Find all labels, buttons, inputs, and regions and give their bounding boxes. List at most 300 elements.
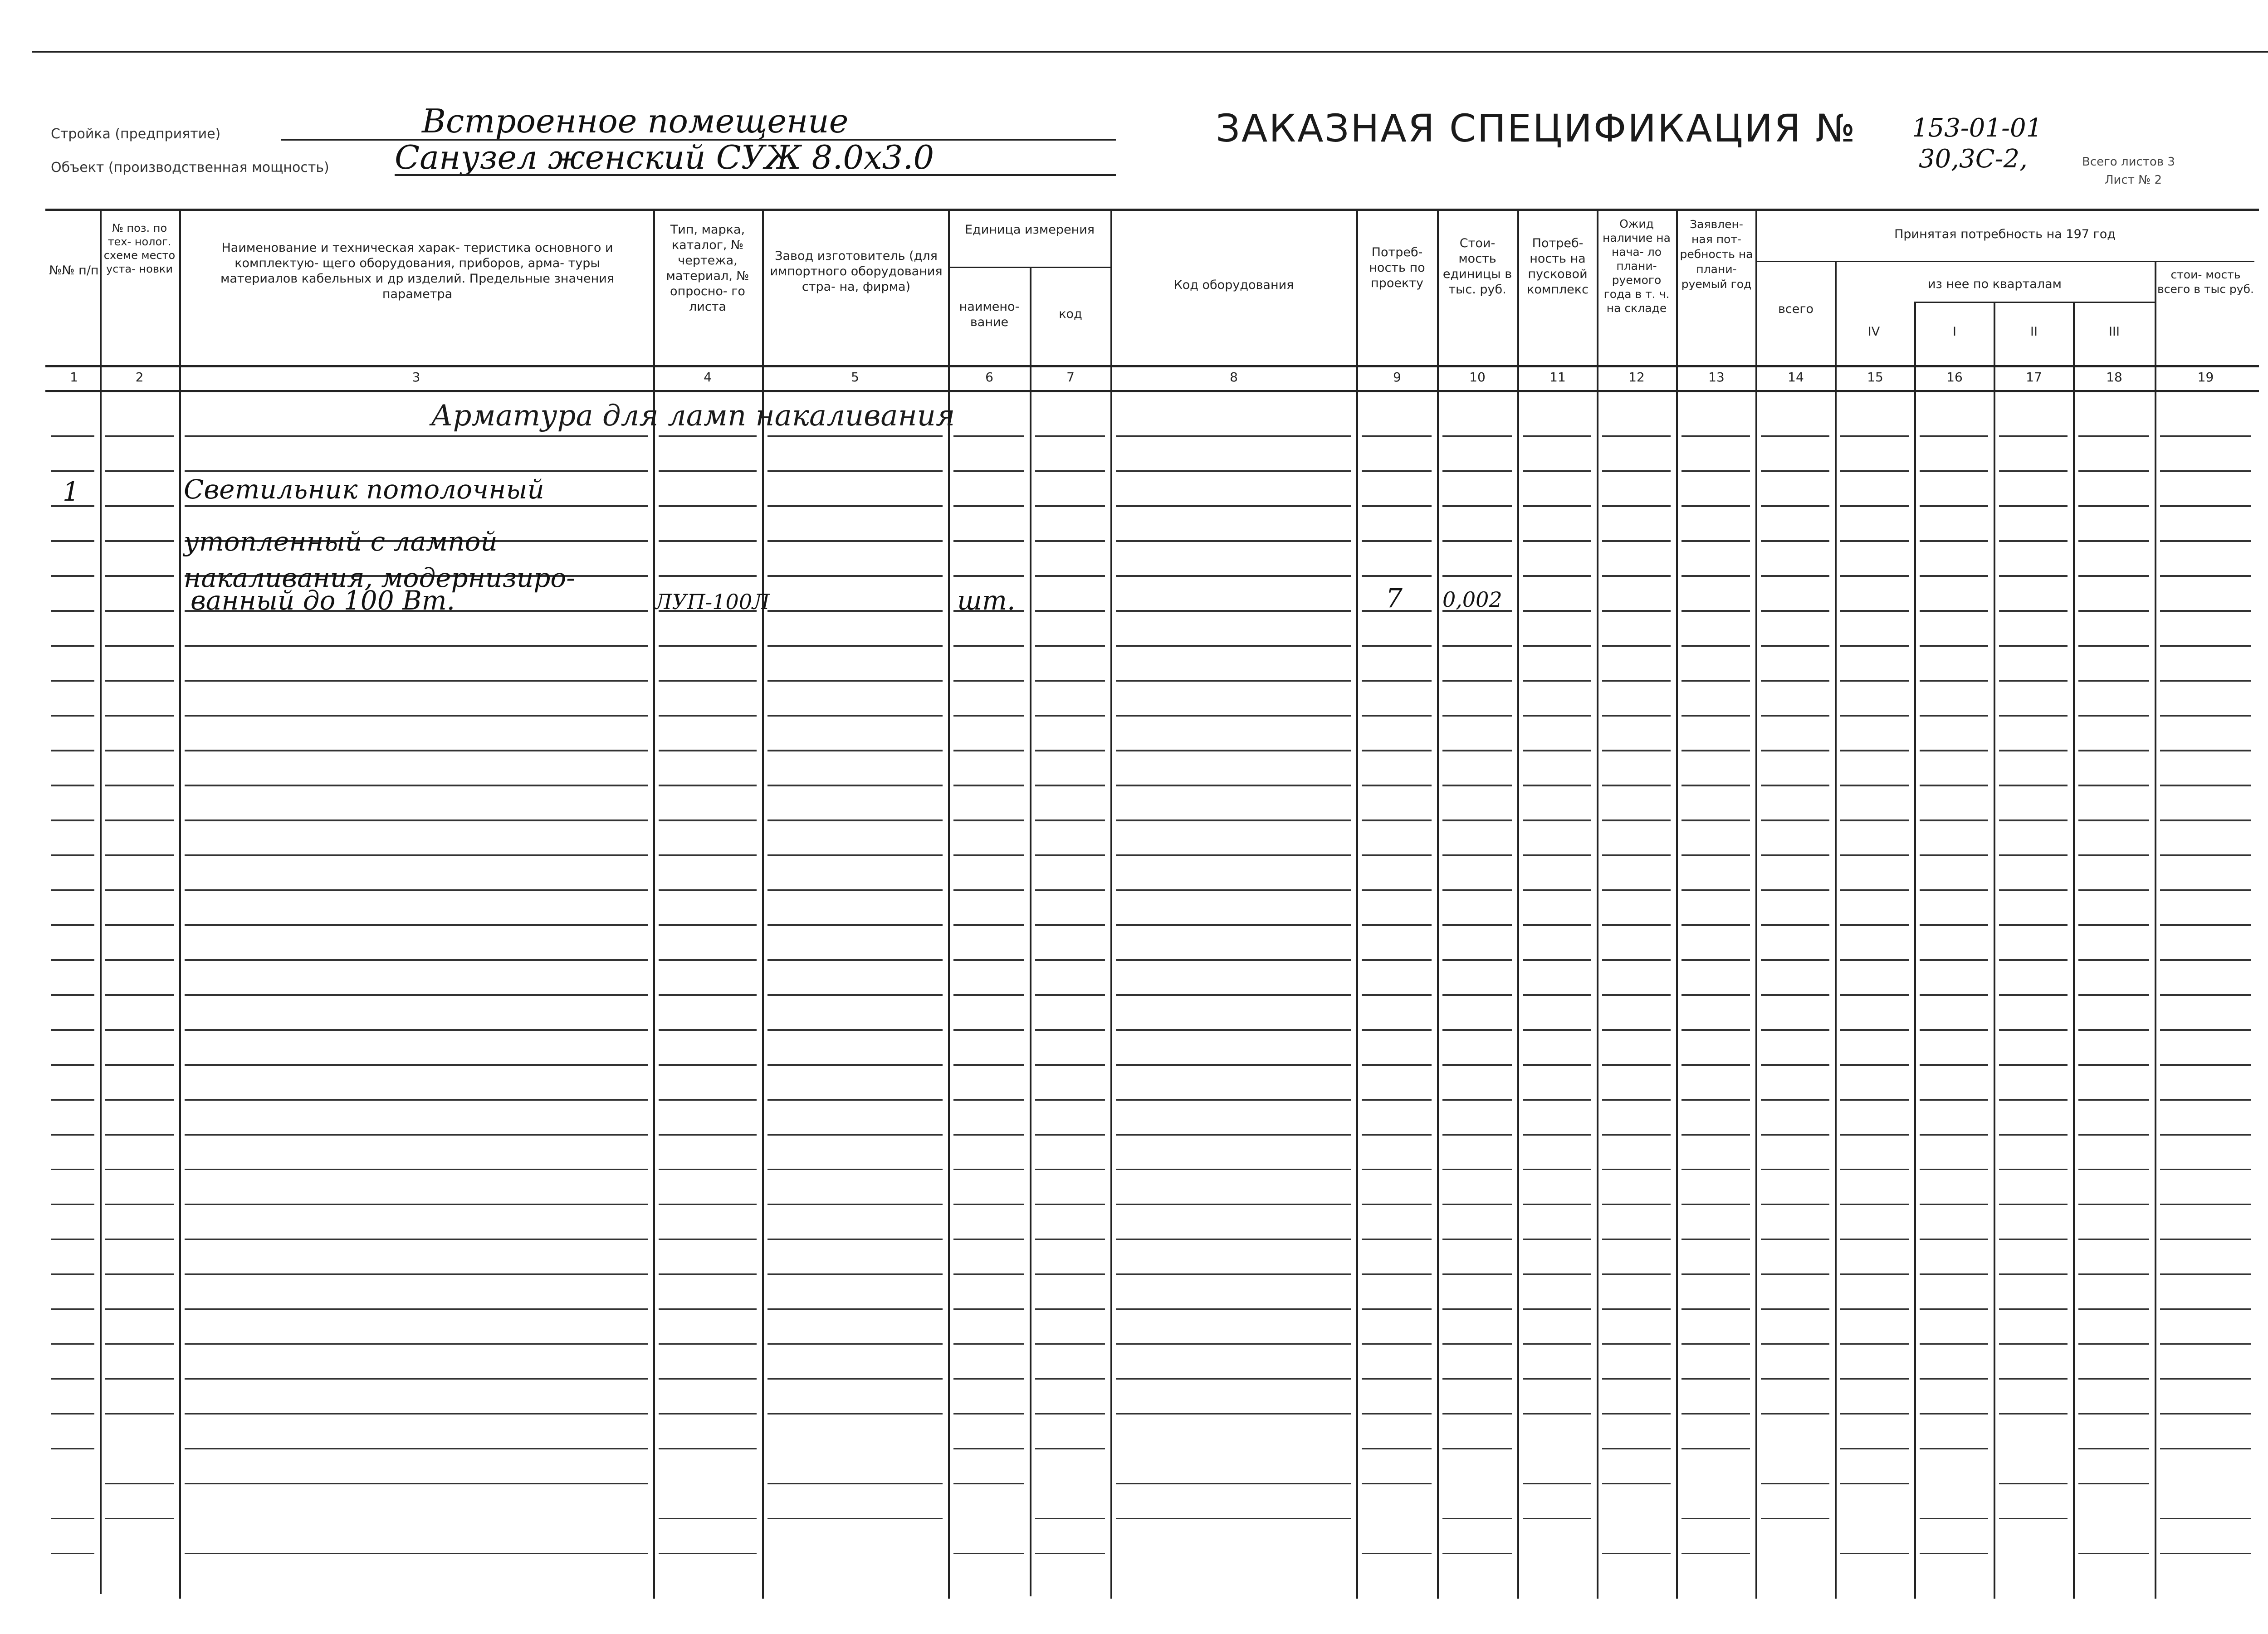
table-row-line	[1602, 540, 1671, 542]
table-row-line	[1999, 1518, 2068, 1519]
table-row-line	[1442, 680, 1512, 682]
table-row-line	[2078, 1448, 2149, 1449]
table-row-line	[1840, 540, 1909, 542]
table-row-line	[1442, 1169, 1512, 1170]
table-row-line	[2160, 1378, 2251, 1380]
table-row-line	[1761, 435, 1829, 437]
table-row-line	[767, 575, 943, 577]
col-number-13: 13	[1708, 370, 1725, 385]
col-8-header: Код оборудования	[1173, 278, 1294, 292]
table-row-line	[1681, 1099, 1750, 1101]
table-row-line	[185, 1204, 648, 1205]
table-row-line	[1362, 540, 1432, 542]
table-row-line	[1116, 680, 1351, 682]
table-row-line	[767, 994, 943, 996]
table-row-line	[51, 1343, 94, 1345]
table-row-line	[1523, 575, 1591, 577]
table-row-line	[2160, 1239, 2251, 1240]
table-row-line	[1920, 645, 1988, 647]
table-row-line	[2078, 1378, 2149, 1380]
table-row-line	[767, 924, 943, 926]
table-row-line	[51, 1169, 94, 1170]
table-row-line	[1602, 680, 1671, 682]
table-row-line	[1362, 1413, 1432, 1415]
table-row-line	[767, 1518, 943, 1519]
table-row-line	[1761, 994, 1829, 996]
table-row-line	[767, 1378, 943, 1380]
table-row-line	[1442, 750, 1512, 751]
table-row-line	[1362, 435, 1432, 437]
table-row-line	[659, 1134, 757, 1136]
table-row-line	[659, 889, 757, 891]
table-row-line	[1116, 645, 1351, 647]
table-row-line	[185, 994, 648, 996]
table-row-line	[1442, 1448, 1512, 1449]
table-row-line	[1681, 1204, 1750, 1205]
table-row-line	[51, 1239, 94, 1240]
table-row-line	[51, 1518, 94, 1519]
table-row-line	[1035, 1064, 1105, 1066]
table-row-line	[2078, 785, 2149, 786]
table-row-line	[51, 819, 94, 821]
table-row-line	[1116, 1378, 1351, 1380]
table-row-line	[2078, 470, 2149, 472]
table-row-line	[105, 505, 174, 507]
table-row-line	[1442, 785, 1512, 786]
table-row-line	[1999, 1134, 2068, 1136]
table-row-line	[185, 1169, 648, 1170]
table-row-line	[1999, 1483, 2068, 1484]
table-row-line	[1602, 505, 1671, 507]
col-number-9: 9	[1393, 370, 1401, 385]
table-row-line	[1920, 889, 1988, 891]
table-row-line	[953, 540, 1024, 542]
table-row-line	[2078, 1169, 2149, 1170]
table-row-line	[1523, 1413, 1591, 1415]
table-row-line	[1761, 1239, 1829, 1240]
table-row-line	[1362, 1239, 1432, 1240]
table-row-line	[659, 1378, 757, 1380]
table-row-line	[1602, 645, 1671, 647]
table-row-line	[185, 1134, 648, 1136]
page-top-border	[32, 51, 2268, 53]
table-row-line	[2078, 1483, 2149, 1484]
item-qty: 7	[1386, 583, 1403, 614]
col-line-2	[179, 211, 181, 1599]
table-row-line	[51, 1064, 94, 1066]
table-row-line	[1442, 924, 1512, 926]
table-row-line	[1523, 1134, 1591, 1136]
accepted-group-header: Принятая потребность на 197 год	[1894, 227, 2116, 241]
table-row-line	[1035, 994, 1105, 996]
table-row-line	[1523, 994, 1591, 996]
table-row-line	[2160, 1273, 2251, 1275]
table-row-line	[1362, 1483, 1432, 1484]
table-row-line	[1602, 819, 1671, 821]
table-row-line	[1920, 1204, 1988, 1205]
table-row-line	[1999, 435, 2068, 437]
table-row-line	[1442, 1518, 1512, 1519]
table-row-line	[2160, 1553, 2251, 1554]
sheets-total: Всего листов 3	[2082, 155, 2175, 169]
table-row-line	[1035, 1308, 1105, 1310]
table-row-line	[1523, 750, 1591, 751]
table-row-line	[1920, 680, 1988, 682]
item-type: ЛУП-100Л	[655, 590, 770, 614]
table-row-line	[185, 715, 648, 717]
table-row-line	[1442, 1204, 1512, 1205]
item-name-line-4: ванный до 100 Вт.	[191, 585, 455, 616]
prestart-label: Стройка (предприятие)	[51, 126, 221, 142]
table-row-line	[1602, 1029, 1671, 1031]
table-row-line	[1035, 540, 1105, 542]
table-row-line	[2160, 854, 2251, 856]
table-row-line	[1362, 854, 1432, 856]
table-row-line	[1523, 715, 1591, 717]
table-row-line	[105, 854, 174, 856]
item-name-line-1: Светильник потолочный	[184, 474, 544, 505]
table-row-line	[1362, 750, 1432, 751]
table-row-line	[1362, 1064, 1432, 1066]
table-row-line	[659, 575, 757, 577]
table-row-line	[2078, 1099, 2149, 1101]
table-row-line	[1116, 819, 1351, 821]
table-row-line	[2078, 1413, 2149, 1415]
table-row-line	[953, 1169, 1024, 1170]
table-row-line	[185, 1448, 648, 1449]
col-line-6	[1030, 268, 1031, 1596]
table-row-line	[1840, 575, 1909, 577]
table-row-line	[1442, 889, 1512, 891]
table-row-line	[2160, 889, 2251, 891]
table-row-line	[51, 610, 94, 612]
table-row-line	[659, 1413, 757, 1415]
table-row-line	[105, 1273, 174, 1275]
table-row-line	[185, 505, 648, 507]
table-row-line	[1362, 1343, 1432, 1345]
table-row-line	[1362, 1308, 1432, 1310]
table-row-line	[1681, 1553, 1750, 1554]
table-row-line	[1681, 819, 1750, 821]
table-row-line	[1523, 1099, 1591, 1101]
table-row-line	[767, 959, 943, 961]
table-row-line	[1523, 435, 1591, 437]
table-row-line	[51, 680, 94, 682]
accepted-group-line	[1755, 261, 2254, 262]
table-row-line	[659, 1518, 757, 1519]
table-row-line	[1362, 680, 1432, 682]
table-row-line	[1602, 889, 1671, 891]
table-row-line	[185, 889, 648, 891]
table-row-line	[1999, 1413, 2068, 1415]
table-row-line	[2078, 505, 2149, 507]
table-row-line	[659, 1099, 757, 1101]
table-row-line	[1362, 959, 1432, 961]
col-number-3: 3	[412, 370, 420, 385]
table-row-line	[1761, 575, 1829, 577]
table-row-line	[51, 1134, 94, 1136]
table-row-line	[1116, 1343, 1351, 1345]
table-row-line	[1602, 1483, 1671, 1484]
table-row-line	[1602, 1413, 1671, 1415]
table-row-line	[1840, 1029, 1909, 1031]
table-row-line	[2078, 1204, 2149, 1205]
table-row-line	[1442, 1553, 1512, 1554]
numbers-bottom-line	[45, 390, 2259, 392]
table-row-line	[659, 1239, 757, 1240]
table-row-line	[1035, 1413, 1105, 1415]
table-row-line	[1840, 750, 1909, 751]
table-row-line	[1999, 1378, 2068, 1380]
table-row-line	[1602, 1378, 1671, 1380]
table-row-line	[1442, 540, 1512, 542]
col-number-15: 15	[1867, 370, 1883, 385]
table-row-line	[185, 680, 648, 682]
col-16-header: II	[2030, 325, 2038, 339]
table-row-line	[1035, 1239, 1105, 1240]
table-row-line	[1840, 819, 1909, 821]
table-row-line	[1681, 715, 1750, 717]
table-row-line	[1442, 575, 1512, 577]
table-row-line	[1999, 505, 2068, 507]
table-row-line	[1920, 1099, 1988, 1101]
table-row-line	[51, 1204, 94, 1205]
table-row-line	[1442, 1064, 1512, 1066]
spec-number-line1: 153-01-01	[1912, 113, 2043, 143]
table-row-line	[1442, 959, 1512, 961]
table-row-line	[1681, 435, 1750, 437]
table-row-line	[1920, 505, 1988, 507]
item-name-line-3: накаливания, модернизиро-	[184, 562, 575, 593]
table-row-line	[1681, 1273, 1750, 1275]
table-row-line	[1761, 959, 1829, 961]
table-row-line	[1681, 1134, 1750, 1136]
table-row-line	[2160, 785, 2251, 786]
col-19-header: стои- мость всего в тыс руб.	[2157, 268, 2254, 296]
table-row-line	[1840, 435, 1909, 437]
table-row-line	[1602, 1134, 1671, 1136]
table-row-line	[1602, 1099, 1671, 1101]
table-row-line	[105, 1413, 174, 1415]
table-row-line	[953, 1204, 1024, 1205]
table-row-line	[659, 854, 757, 856]
table-row-line	[1920, 435, 1988, 437]
table-row-line	[1761, 1378, 1829, 1380]
table-row-line	[659, 435, 757, 437]
table-row-line	[1999, 994, 2068, 996]
table-row-line	[2160, 1099, 2251, 1101]
table-row-line	[1840, 1343, 1909, 1345]
table-row-line	[1761, 1099, 1829, 1101]
table-row-line	[1681, 889, 1750, 891]
table-row-line	[51, 470, 94, 472]
table-row-line	[767, 610, 943, 612]
table-row-line	[1920, 819, 1988, 821]
table-row-line	[659, 1064, 757, 1066]
col-7-header: код	[1059, 307, 1082, 321]
table-row-line	[1442, 994, 1512, 996]
table-row-line	[1681, 1169, 1750, 1170]
table-row-line	[1920, 1343, 1988, 1345]
col-number-7: 7	[1066, 370, 1075, 385]
table-row-line	[659, 1343, 757, 1345]
col-line-1	[100, 211, 102, 1594]
table-row-line	[767, 680, 943, 682]
table-row-line	[767, 819, 943, 821]
table-row-line	[1999, 470, 2068, 472]
table-row-line	[2160, 505, 2251, 507]
table-row-line	[1116, 715, 1351, 717]
table-row-line	[51, 1029, 94, 1031]
col-line-11	[1597, 211, 1598, 1599]
table-row-line	[1442, 715, 1512, 717]
table-row-line	[2160, 1169, 2251, 1170]
table-row-line	[2160, 819, 2251, 821]
table-row-line	[1602, 1239, 1671, 1240]
table-row-line	[953, 1413, 1024, 1415]
table-row-line	[1761, 1204, 1829, 1205]
table-row-line	[1362, 1169, 1432, 1170]
table-row-line	[185, 924, 648, 926]
table-row-line	[1681, 854, 1750, 856]
table-row-line	[1999, 1169, 2068, 1170]
col-17-header: III	[2109, 325, 2120, 339]
table-row-line	[2160, 924, 2251, 926]
table-row-line	[1681, 750, 1750, 751]
table-row-line	[1999, 645, 2068, 647]
quarter-group-header: из нее по кварталам	[1927, 277, 2062, 291]
table-row-line	[1523, 1378, 1591, 1380]
table-row-line	[1681, 1064, 1750, 1066]
table-row-line	[1116, 610, 1351, 612]
table-row-line	[953, 959, 1024, 961]
table-row-line	[2078, 854, 2149, 856]
table-row-line	[1999, 1239, 2068, 1240]
table-row-line	[1442, 1099, 1512, 1101]
document-title: ЗАКАЗНАЯ СПЕЦИФИКАЦИЯ №	[1216, 106, 1857, 151]
table-row-line	[1602, 1448, 1671, 1449]
col-15-header: I	[1953, 325, 1956, 339]
table-row-line	[1523, 819, 1591, 821]
table-row-line	[1999, 889, 2068, 891]
table-row-line	[185, 854, 648, 856]
table-row-line	[185, 1239, 648, 1240]
table-row-line	[1999, 750, 2068, 751]
table-row-line	[1681, 1029, 1750, 1031]
table-row-line	[1442, 435, 1512, 437]
table-row-line	[105, 680, 174, 682]
table-row-line	[1116, 924, 1351, 926]
table-row-line	[1035, 1029, 1105, 1031]
table-row-line	[1761, 645, 1829, 647]
table-row-line	[1362, 819, 1432, 821]
table-row-line	[2160, 1448, 2251, 1449]
table-row-line	[1523, 1064, 1591, 1066]
table-row-line	[1840, 924, 1909, 926]
table-row-line	[2078, 540, 2149, 542]
table-row-line	[1920, 1448, 1988, 1449]
table-row-line	[185, 1308, 648, 1310]
table-row-line	[1523, 1343, 1591, 1345]
table-row-line	[659, 1308, 757, 1310]
col-line-9	[1437, 211, 1439, 1599]
table-row-line	[2160, 1064, 2251, 1066]
table-row-line	[2078, 1273, 2149, 1275]
table-row-line	[1523, 645, 1591, 647]
table-row-line	[1840, 1448, 1909, 1449]
table-row-line	[105, 645, 174, 647]
table-row-line	[1920, 1553, 1988, 1554]
table-row-line	[1362, 645, 1432, 647]
col-number-17: 17	[2026, 370, 2042, 385]
table-row-line	[105, 785, 174, 786]
table-row-line	[2160, 610, 2251, 612]
table-row-line	[1602, 470, 1671, 472]
table-row-line	[1035, 1204, 1105, 1205]
table-row-line	[1999, 959, 2068, 961]
table-row-line	[185, 1413, 648, 1415]
table-row-line	[1442, 1343, 1512, 1345]
table-row-line	[767, 470, 943, 472]
table-row-line	[1523, 540, 1591, 542]
table-row-line	[1761, 1273, 1829, 1275]
table-row-line	[1840, 785, 1909, 786]
table-row-line	[1999, 785, 2068, 786]
col-number-2: 2	[135, 370, 144, 385]
table-row-line	[1116, 540, 1351, 542]
table-row-line	[1116, 1204, 1351, 1205]
table-row-line	[1920, 1169, 1988, 1170]
table-row-line	[105, 1343, 174, 1345]
table-row-line	[2078, 889, 2149, 891]
table-row-line	[1681, 924, 1750, 926]
table-row-line	[105, 610, 174, 612]
table-row-line	[1116, 1413, 1351, 1415]
table-row-line	[105, 1099, 174, 1101]
table-row-line	[1761, 1413, 1829, 1415]
table-row-line	[767, 715, 943, 717]
table-row-line	[1362, 1378, 1432, 1380]
table-row-line	[659, 1029, 757, 1031]
table-row-line	[767, 540, 943, 542]
table-row-line	[1999, 1273, 2068, 1275]
table-row-line	[1840, 1169, 1909, 1170]
table-row-line	[2078, 435, 2149, 437]
table-row-line	[105, 470, 174, 472]
table-row-line	[51, 994, 94, 996]
table-row-line	[51, 889, 94, 891]
table-row-line	[1840, 854, 1909, 856]
table-row-line	[1035, 610, 1105, 612]
col-number-14: 14	[1788, 370, 1804, 385]
table-row-line	[1761, 610, 1829, 612]
table-row-line	[1920, 1273, 1988, 1275]
table-row-line	[1035, 854, 1105, 856]
table-row-line	[105, 1239, 174, 1240]
table-row-line	[1602, 854, 1671, 856]
table-row-line	[953, 575, 1024, 577]
table-row-line	[1602, 715, 1671, 717]
table-row-line	[1362, 470, 1432, 472]
table-row-line	[1920, 959, 1988, 961]
table-row-line	[1840, 994, 1909, 996]
table-row-line	[2078, 1029, 2149, 1031]
table-row-line	[2160, 994, 2251, 996]
table-row-line	[1761, 1343, 1829, 1345]
table-row-line	[1442, 1029, 1512, 1031]
table-row-line	[1442, 470, 1512, 472]
table-row-line	[1116, 889, 1351, 891]
